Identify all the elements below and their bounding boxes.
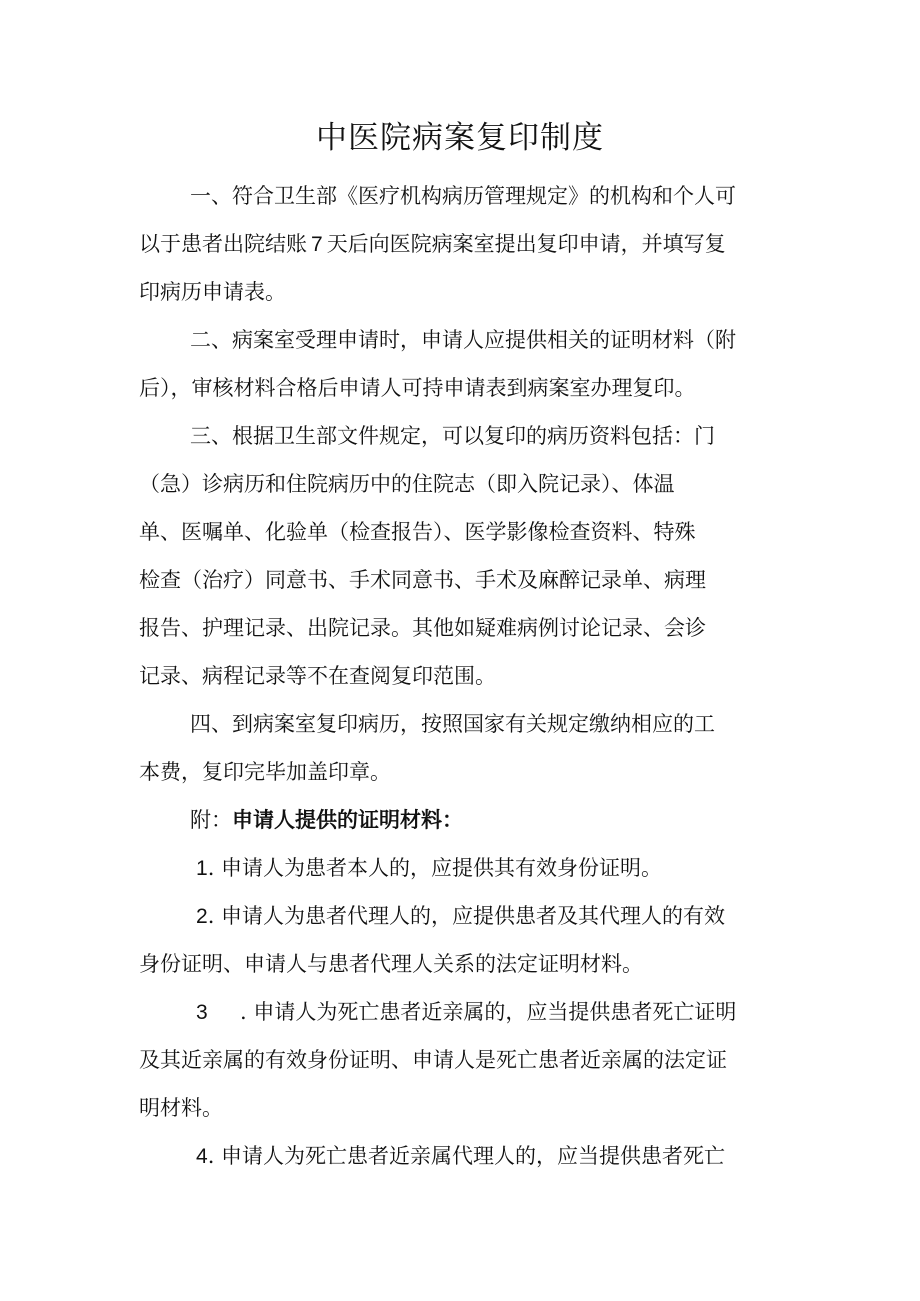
item-4-number: 4 [196, 1145, 208, 1168]
paragraph-4-line-1: 四、到病案室复印病历，按照国家有关规定缴纳相应的工 [190, 712, 715, 736]
paragraph-4-line-2: 本费，复印完毕加盖印章。 [139, 760, 391, 784]
text-segment: 天后向医院病案室提出复印申请，并填写复 [326, 232, 726, 256]
item-1 [196, 850, 800, 887]
item-1-number: 1 [196, 857, 208, 880]
paragraph-1-line-2 [139, 226, 799, 263]
paragraph-2-line-1: 二、病案室受理申请时，申请人应提供相关的证明材料（附 [190, 328, 736, 352]
item-2-line-2: 身份证明、申请人与患者代理人关系的法定证明材料。 [139, 952, 643, 976]
item-2-line-1 [196, 898, 800, 935]
paragraph-1-line-1: 一、符合卫生部《医疗机构病历管理规定》的机构和个人可 [190, 184, 736, 208]
paragraph-3-line-5: 报告、护理记录、出院记录。其他如疑难病例讨论记录、会诊 [139, 616, 706, 640]
item-3-line-1 [196, 994, 800, 1031]
item-3-line-2: 及其近亲属的有效身份证明、申请人是死亡患者近亲属的法定证 [139, 1048, 727, 1072]
paragraph-3-line-1: 三、根据卫生部文件规定，可以复印的病历资料包括：门 [190, 424, 715, 448]
item-4-line-1 [196, 1138, 800, 1175]
paragraph-3-line-2: （急）诊病历和住院病历中的住院志（即入院记录）、体温 [139, 472, 675, 496]
item-3-number: 3 [196, 1001, 208, 1024]
appendix-title: 申请人提供的证明材料： [232, 807, 463, 832]
item-1-text: . 申请人为患者本人的，应提供其有效身份证明。 [207, 856, 663, 880]
item-4-text: . 申请人为死亡患者近亲属代理人的，应当提供患者死亡 [207, 1144, 726, 1168]
paragraph-2-line-2: 后），审核材料合格后申请人可持申请表到病案室办理复印。 [139, 376, 696, 400]
appendix-heading [190, 802, 800, 838]
appendix-prefix: 附： [190, 808, 232, 832]
paragraph-1-line-3: 印病历申请表。 [139, 280, 286, 304]
page-title: 中医院病案复印制度 [316, 120, 604, 156]
text-segment: 以于患者出院结账 [139, 232, 307, 256]
days-number: 7 [311, 233, 323, 256]
item-3-line-3: 明材料。 [139, 1096, 223, 1120]
item-3-text: . 申请人为死亡患者近亲属的，应当提供患者死亡证明 [240, 1000, 737, 1024]
paragraph-3-line-6: 记录、病程记录等不在查阅复印范围。 [139, 664, 496, 688]
paragraph-3-line-3: 单、医嘱单、化验单（检查报告）、医学影像检查资料、特殊 [139, 520, 696, 544]
item-2-text: . 申请人为患者代理人的，应提供患者及其代理人的有效 [207, 904, 726, 928]
paragraph-3-line-4: 检查（治疗）同意书、手术同意书、手术及麻醉记录单、病理 [139, 568, 706, 592]
item-2-number: 2 [196, 905, 208, 928]
